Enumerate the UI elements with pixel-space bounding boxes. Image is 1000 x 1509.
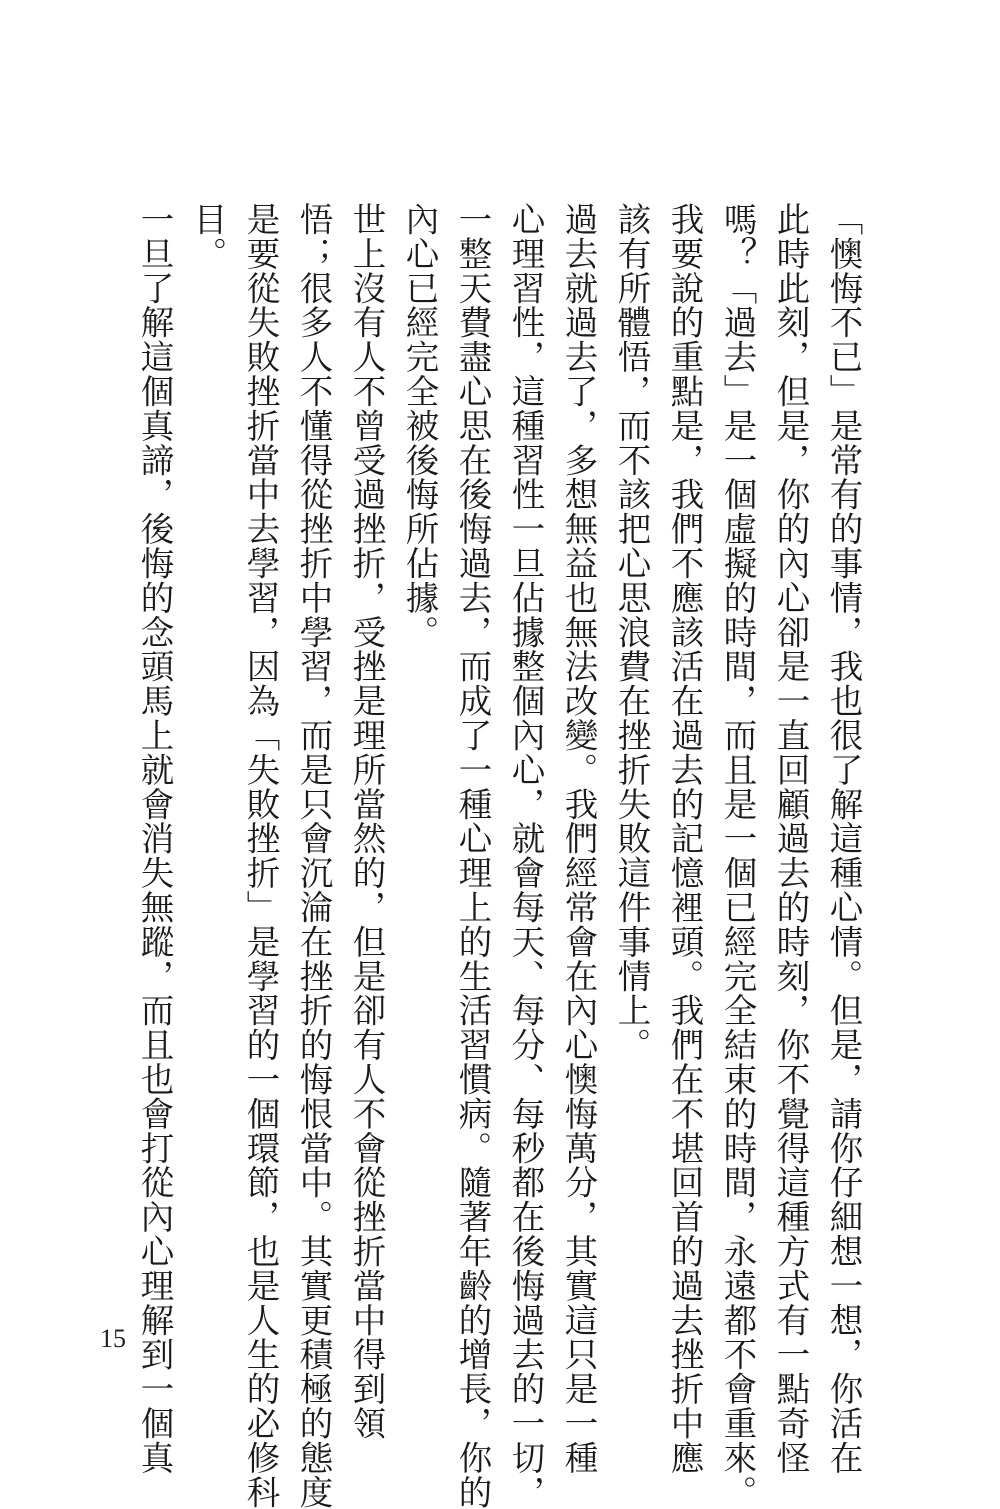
- body-text: [128, 202, 870, 1509]
- text-line: 過去就過去了，多想無益也無法改變。我們經常會在內心懊悔萬分，其實這只是一種: [559, 202, 598, 1475]
- text-line: 悟；很多人不懂得從挫折中學習，而是只會沉淪在挫折的悔恨當中。其實更積極的態度: [294, 202, 333, 1509]
- text-line: 一旦了解這個真諦，後悔的念頭馬上就會消失無蹤，而且也會打從內心理解到一個真: [135, 202, 174, 1475]
- text-line: 此時此刻，但是，你的內心卻是一直回顧過去的時刻，你不覺得這種方式有一點奇怪: [771, 202, 810, 1475]
- text-line: 我要說的重點是，我們不應該活在過去的記憶裡頭。我們在不堪回首的過去挫折中應: [665, 202, 704, 1475]
- page-number: 15: [100, 1324, 126, 1353]
- text-line: 該有所體悟，而不該把心思浪費在挫折失敗這件事情上。: [612, 202, 651, 1062]
- text-line: 嗎？「過去」是一個虛擬的時間，而且是一個已經完全結束的時間，永遠都不會重來。: [718, 202, 757, 1509]
- text-line: 一整天費盡心思在後悔過去，而成了一種心理上的生活習慣病。隨著年齡的增長，你的: [453, 202, 492, 1509]
- text-line: 目。: [188, 202, 227, 271]
- text-line: 「懊悔不已」是常有的事情，我也很了解這種心情。但是，請你仔細想一想，你活在: [824, 202, 863, 1475]
- text-line: 世上沒有人不曾受過挫折，受挫是理所當然的，但是卻有人不會從挫折當中得到領: [347, 202, 386, 1441]
- text-line: 內心已經完全被後悔所佔據。: [400, 202, 439, 650]
- text-line: 是要從失敗挫折當中去學習，因為「失敗挫折」是學習的一個環節，也是人生的必修科: [241, 202, 280, 1509]
- text-line: 心理習性，這種習性一旦佔據整個內心，就會每天、每分、每秒都在後悔過去的一切，: [506, 202, 545, 1509]
